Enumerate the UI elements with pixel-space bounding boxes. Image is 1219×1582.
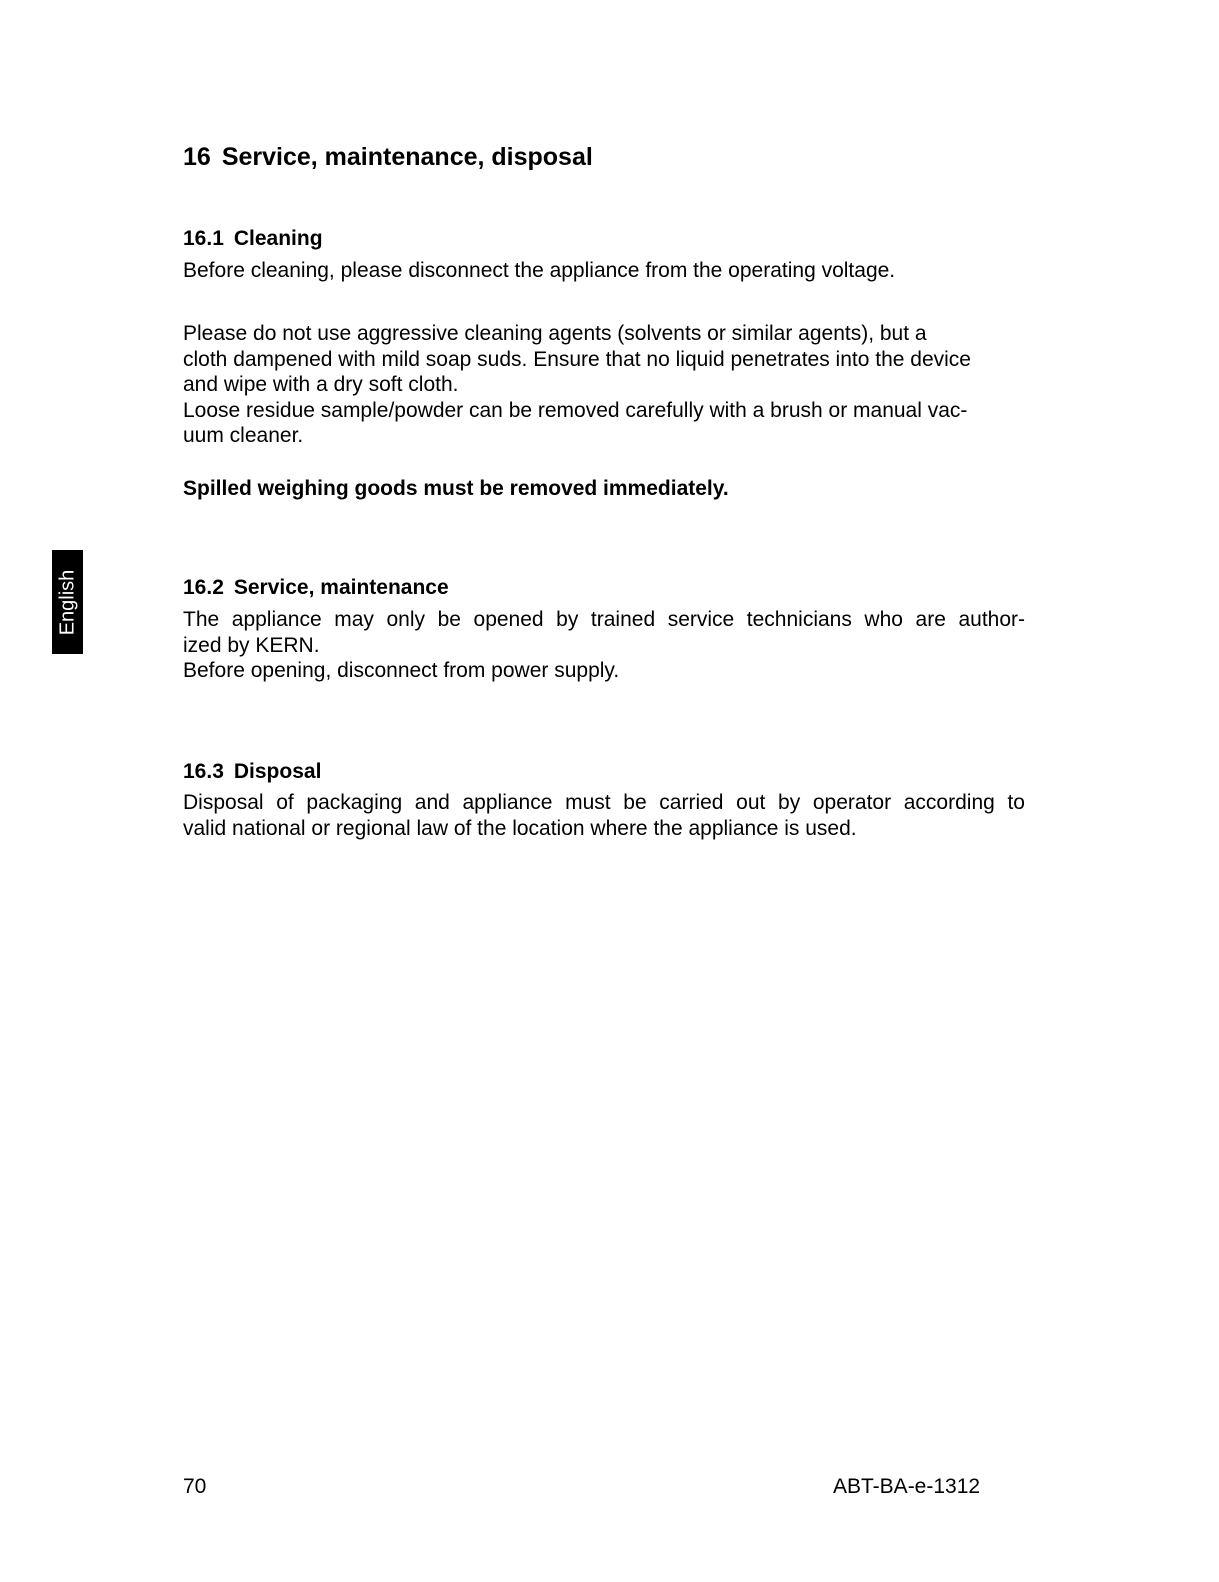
disposal-paragraph	[183, 790, 1025, 841]
paragraph-line: Loose residue sample/powder can be removed carefully with a brush or manual vac-	[183, 398, 968, 422]
footer-document-id: ABT-BA-e-1312	[833, 1475, 981, 1498]
section-number: 16.1	[183, 227, 224, 250]
section-number: 16.2	[183, 576, 224, 599]
language-tab-label: English	[56, 569, 79, 635]
paragraph-line: Disposal of packaging and appliance must be carried out by operator according to	[183, 791, 1025, 814]
paragraph-line: uum cleaner.	[183, 424, 304, 447]
cleaning-warning-note: Spilled weighing goods must be removed immediately.	[183, 477, 729, 500]
paragraph-line: The appliance may only be opened by trained service technicians who are author-	[183, 608, 1025, 631]
section-title: Disposal	[233, 760, 322, 783]
paragraph-line: Before cleaning, please disconnect the appliance from the operating voltage.	[183, 259, 896, 282]
chapter-number: 16	[183, 143, 211, 171]
section-heading-cleaning	[183, 226, 323, 252]
section-heading-disposal	[183, 759, 321, 785]
cleaning-paragraph-2	[183, 321, 1025, 449]
paragraph-line: and wipe with a dry soft cloth.	[183, 373, 459, 396]
chapter-heading	[183, 141, 593, 173]
language-tab	[52, 550, 83, 654]
section-title: Service, maintenance	[233, 576, 449, 599]
chapter-title: Service, maintenance, disposal	[221, 143, 593, 171]
section-heading-service	[183, 575, 449, 601]
paragraph-line: cloth dampened with mild soap suds. Ensure that no liquid penetrates into the device	[183, 347, 971, 371]
cleaning-paragraph-1	[183, 258, 1025, 284]
section-number: 16.3	[183, 760, 224, 783]
paragraph-line: ized by KERN.	[183, 633, 320, 657]
paragraph-line: valid national or regional law of the location where the appliance is used.	[183, 816, 857, 840]
paragraph-line: Please do not use aggressive cleaning agents (solvents or similar agents), but a	[183, 322, 927, 345]
footer-page-number: 70	[183, 1475, 207, 1498]
section-title: Cleaning	[233, 227, 323, 250]
service-paragraph	[183, 607, 1025, 684]
paragraph-line: Before opening, disconnect from power supply.	[183, 659, 620, 682]
